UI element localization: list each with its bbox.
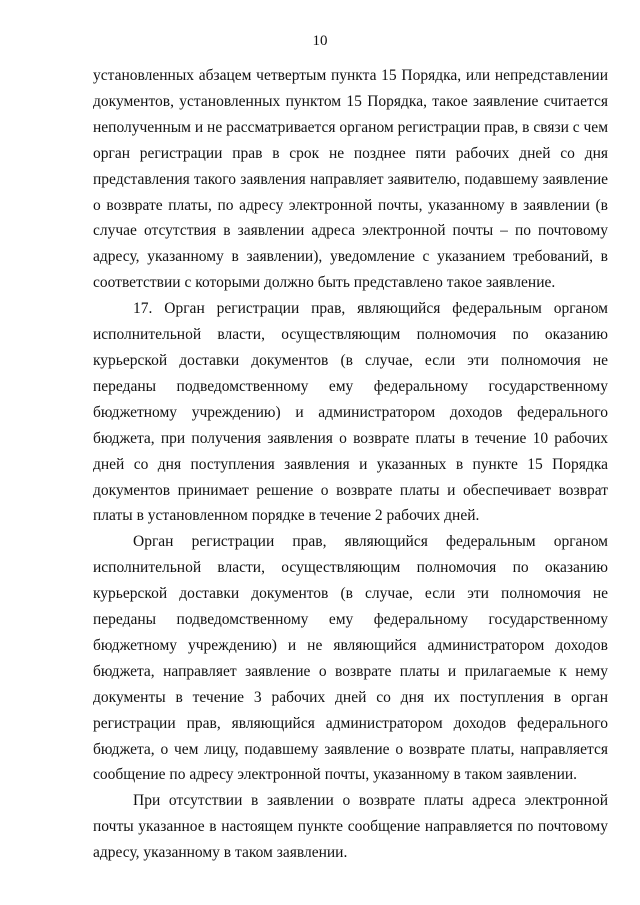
paragraph-no-email: При отсутствии в заявлении о возврате платы адреса электронной почты указанное в настоящем пункте сообщение направляется по почтовому адресу, указанному в таком заявлении. bbox=[93, 792, 608, 862]
paragraph-item-17: 17. Орган регистрации прав, являющийся федеральным органом исполнительной власти, осуществляющим полномочия по оказанию курьерской доставки документов (в случае, если эти полномочия не переданы подведомственному ему федеральному государственному бюджетному учреждению) и администратором доходов федерального бюджета, при получения заявления о возврате платы в течение 10 рабочих дней со дня поступления заявления и указанных в пункте 15 Порядка документов принимает решение о возврате платы и обеспечивает возврат платы в установленном порядке в течение 2 рабочих дней. bbox=[93, 300, 608, 525]
document-body bbox=[93, 63, 608, 866]
page-number: 10 bbox=[312, 33, 328, 49]
paragraph-registration-body: Орган регистрации прав, являющийся федеральным органом исполнительной власти, осуществляющим полномочия по оказанию курьерской доставки документов (в случае, если эти полномочия не переданы подведомственному ему федеральному государственному бюджетному учреждению) и не являющийся администратором доходов бюджета, направляет заявление о возврате платы и прилагаемые к нему документы в течение 3 рабочих дней со дня их поступления в орган регистрации прав, являющийся администратором доходов федерального бюджета, о чем лицу, подавшему заявление о возврате платы, направляется сообщение по адресу электронной почты, указанному в таком заявлении. bbox=[93, 533, 608, 784]
paragraph-continuation: установленных абзацем четвертым пункта 15 Порядка, или непредставлении документов, установленных пунктом 15 Порядка, такое заявление считается неполученным и не рассматривается органом регистрации прав, в связи с чем орган регистрации прав в срок не позднее пяти рабочих дней со дня представления такого заявления направляет заявителю, подавшему заявление о возврате платы, по адресу электронной почты, указанному в заявлении (в случае отсутствия в заявлении адреса электронной почты – по почтовому адресу, указанному в заявлении), уведомление с указанием требований, в соответствии с которыми должно быть представлено такое заявление. bbox=[93, 67, 608, 292]
